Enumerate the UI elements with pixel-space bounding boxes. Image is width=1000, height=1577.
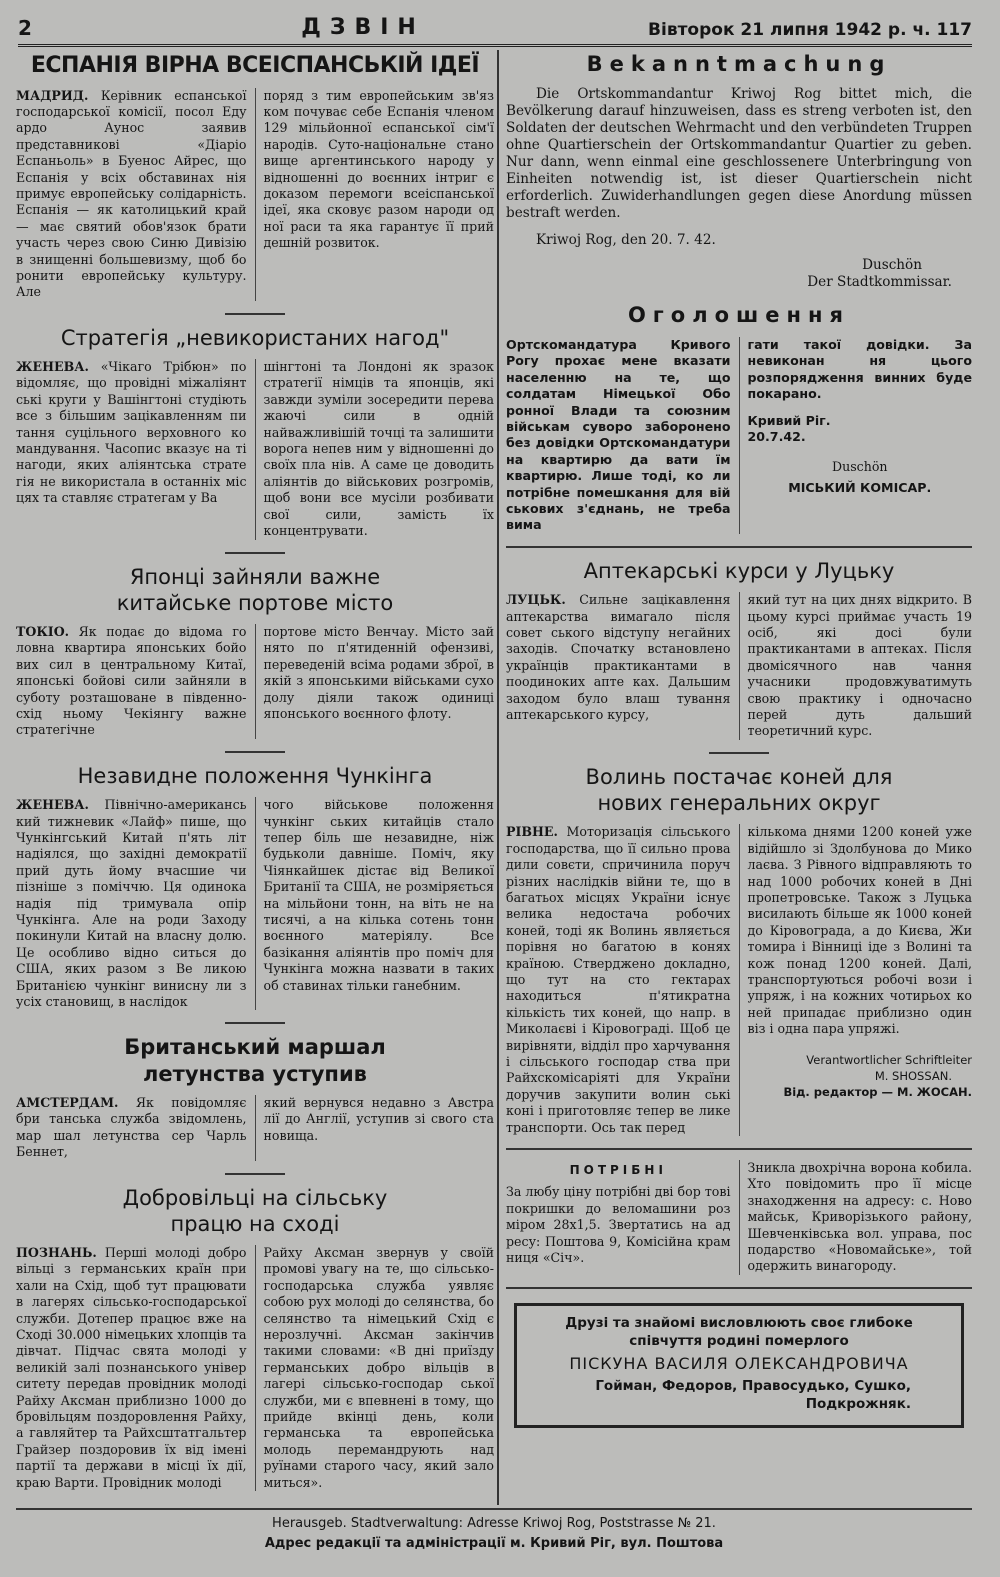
- deceased-name: ПІСКУНА ВАСИЛЯ ОЛЕКСАНДРОВИЧА: [569, 1353, 909, 1373]
- separator: [506, 1148, 972, 1150]
- announcement-col2: [740, 337, 973, 534]
- editor-line: Verantwortlicher Schriftleiter: [806, 1052, 972, 1067]
- ogoloshennia: [506, 303, 972, 534]
- article-text-col1: [506, 592, 740, 740]
- article-marshal: [16, 1034, 494, 1160]
- column-divider: [497, 50, 499, 1505]
- notice-paragraph: Die Ortskommandantur Kriwoj Rog bittet mich, die Bevölkerung darauf hinzuweisen, dass es streng verboten ist, den Soldaten der deutschen Wehrmacht und den verbündeten Truppen ohne Quartierschein der Ortskommandantur Quartier zu geben. Nur dann, wenn einmal eine geschlossenere Unterbringung von Einheiten notwendig ist, ist dieser Quartierschein nicht erforderlich. Zuwiderhandlungen gegen diese Anordung müssen bestraft werden.: [506, 86, 972, 221]
- article-spain: [16, 52, 494, 301]
- classified-heading: ПОТРІБНІ: [569, 1163, 667, 1177]
- date: 20.7.42.: [747, 429, 806, 445]
- headline: ЕСПАНІЯ ВІРНА ВСЕІСПАНСЬКІЙ ІДЕЇ: [30, 53, 480, 78]
- headline: [16, 1034, 494, 1087]
- article-text-col1: [16, 359, 256, 539]
- headline: Незавидне положення Чункінга: [77, 763, 433, 788]
- separator: [225, 751, 285, 753]
- classified-lost: Зникла двохрічна ворона кобила. Хто повідомить про її місце знаходження на адресу: с. Ново майськ, Криворізького району, Шевченківська вол. управа, пос подарство «Новомайське», той одержить винагороду.: [747, 1160, 972, 1274]
- notice-text: [506, 86, 972, 249]
- separator: [225, 552, 285, 554]
- article-japan: [16, 564, 494, 739]
- body-text: Сильне зацікавлення аптекарства вимагало після совет ського відступу негайних заходів. Спочатку встановлено українців практикантами в поодиноких апте ках. Дальшим заходом було влаш тування аптекарського курсу,: [506, 592, 731, 722]
- headline-line: Японці зайняли важне: [129, 564, 381, 589]
- newspaper-title: ДЗВІН: [301, 15, 425, 40]
- separator: [709, 752, 769, 754]
- condolence-text: Друзі та знайомі висловлюють своє глибоке співчуття родині померлого: [565, 1314, 913, 1349]
- body-text: Як повідомляє бри танська служба звідомлень, мар шал летунства сер Чарль Беннет,: [16, 1094, 247, 1160]
- sign-title: Der Stadtkommissar.: [807, 274, 952, 290]
- bekanntmachung: [506, 52, 972, 291]
- sign-title: МІСЬКИЙ КОМІСАР.: [788, 479, 932, 495]
- right-column: [506, 48, 972, 1428]
- condolence-box: [514, 1303, 964, 1428]
- body-text: гати такої довідки. За невиконан ня цього розпорядження винних буде покарано.: [747, 337, 972, 402]
- sign-name: Duschön: [831, 459, 888, 475]
- separator: [225, 313, 285, 315]
- article-volunteers: [16, 1185, 494, 1492]
- headline-line: Британський маршал: [124, 1035, 386, 1060]
- headline: [16, 1185, 494, 1238]
- sign-name: Duschön: [862, 257, 922, 273]
- article-text-col2: поряд з тим европейським зв'яз ком почуває себе Еспанія членом 129 мільйонної еспанської сім'ї народів. Суто-національне стано вище аргентинського народу у відношенні до воєнних інтриг є доказом перемоги всеіспанської ідеї, яка сковує разом народи од ної раси та яка гарантує її прий дешній розвиток.: [263, 87, 494, 251]
- headline-line: працю на сході: [170, 1211, 340, 1236]
- body-text: Керівник еспанської господарської комісії, посол Еду ардо Аунос заявив представникові «Діаріо Еспаньоль» в Буенос Айрес, що Еспанія у всіх обставинах нія примує европейську солідарність. Еспанія — як католицький край — має святий обов'язок брати участь через свою Синю Дивізію в знищенні большевизму, щоб бо ронити европейську культуру. Але: [16, 87, 247, 300]
- headline: Стратегія „невикористаних нагод": [60, 325, 450, 350]
- article-text-col1: [506, 824, 740, 1136]
- body-text: Моторизація сільського господарства, що її сильно прова дили совєти, спричинила поруч різних наслідків війни те, що в багатьох місцях України існує велика недостача робочих коней, тоді як Волинь являється порівня но багатою в конях країною. Стверджено докладно, що тут на сто гектарах находиться п'ятикратна кількість тих коней, що напр. в Миколаєві і Кіровограді. Щоб це вирівняти, відділ про харчування і сільського господар ства при Райхскомісаріяті для України доручив закупити волин ські коні і приготовляє тепер ве лике транспорти. Ось так перед: [506, 824, 731, 1135]
- article-text-col1: [16, 624, 256, 739]
- place: Кривий Ріг.: [747, 412, 831, 428]
- dateline: ЛУЦЬК.: [506, 592, 566, 608]
- separator: [225, 1022, 285, 1024]
- condolence-signers: Гойман, Федоров, Правосудько, Сушко, Подкрожняк.: [595, 1377, 911, 1412]
- separator: [506, 546, 972, 548]
- headline-line: нових генеральних округ: [597, 791, 881, 816]
- left-column: [16, 48, 494, 1503]
- article-text-col2: портове місто Венчау. Місто зай нято по п'ятиденній офензиві, переведеній всіма родами зброї, в якій з японськими військами сухо долу діяли також одиниці японського воєнного флоту.: [263, 624, 494, 722]
- issue-date: Вівторок 21 липня 1942 р. ч. 117: [648, 20, 972, 40]
- article-volyn: [506, 764, 972, 1136]
- headline-line: Волинь постачає коней для: [585, 764, 893, 789]
- masthead: [18, 10, 972, 47]
- place-date: Kriwoj Rog, den 20. 7. 42.: [536, 232, 716, 248]
- body-text: Північно-американсь кий тижневик «Лайф» пише, що Чункінгський Китай п'ять літ надіялся, що західні демократії прий дуть йому вчасшие чи пізніше з поміччю. Ця одинока надія під тримувала опір Чункінга. Але на роди Заходу покинули Китай на власну долю. Це особливо відно ситься до США, яких разом з Ве ликою Британією чункінг винисну ли з усіх становищ, в наслідок: [16, 797, 247, 1009]
- headline-line: Добровільці на сільську: [122, 1185, 388, 1210]
- article-text-col2: [740, 824, 973, 1136]
- headline: Bekanntmachung: [586, 52, 892, 76]
- dateline: ЖЕНЕВА.: [16, 359, 89, 375]
- announcement-col1: Ортскомандатура Кривого Рогу прохає мене вказати населенню на те, що солдатам Німецької Обо ронної Влади та союзним військам суворо заборонено без довідки Ортскомандатури на квартирю да вати їм квартирю. Лише тоді, ко ли потрібне помешкання для вій ськових з'єднань, не треба вима: [506, 337, 740, 534]
- article-text-col1: [16, 797, 256, 1010]
- body-text: «Чікаго Трібюн» по відомляє, що провідні міжаліянт ські круги у Вашінгтоні студіють все з більшим зацікавленням пи тання суцільного верховного ко мандування. Часопис вказує на ті нагоди, яких аліянтська страте гія не використала в останніх міс цях та ставляє стратегам у Ва: [16, 359, 247, 506]
- classified-text: За любу ціну потрібні дві бор тові покришки до веломашини роз міром 28х1,5. Звертатись на ад ресу: Поштова 9, Комісійна крам ниця «Січ».: [506, 1184, 731, 1266]
- article-pharmacy: [506, 558, 972, 740]
- article-strategy: [16, 325, 494, 540]
- body-text: Перші молоді добро вільці з германських країн при хали на Схід, щоб тут працювати в лагерях сільсько-господарської служби. Дотепер працює вже на Сході 30.000 німецьких хлопців та дівчат. Підчас свята молоді у великій залі познанського універ ситету передав провідник молоді Райху Аксман приблизно 1000 до бровільцям поздоровлення Райху, а гавляйтер та Райхсштатгальтер Грайзер поздоровив їх від імені партії та держави в місці їх дії, краю Варти. Провідник молоді: [16, 1245, 247, 1490]
- article-text-col2: який вернувся недавно з Австра лії до Англії, уступив зі свого ста новища.: [263, 1094, 494, 1143]
- signature: [506, 257, 972, 291]
- editor-line: M. SHOSSAN.: [874, 1068, 952, 1083]
- article-text-col2: шінгтоні та Лондоні як зразок стратегії німців та японців, які завжди зуміли зосередити перева жаючі сили в одній найважливішій точці та залишити ворога непев ним у відношенні до своїх пла нів. А саме це доводить аліянтів до військових розгромів, щоб вони все мусіли розбивати свої сили, замість їх концентрувати.: [263, 359, 494, 539]
- headline: Оголошення: [627, 303, 851, 327]
- dateline: ТОКІО.: [16, 624, 70, 639]
- dateline: МАДРИД.: [16, 87, 89, 103]
- classified-wanted: [506, 1160, 740, 1275]
- article-text-col1: [16, 1095, 256, 1161]
- headline-line: китайське портове місто: [116, 590, 394, 615]
- page-number: 2: [18, 16, 32, 40]
- classifieds: [506, 1160, 972, 1275]
- publisher-line: Herausgeb. Stadtverwaltung: Adresse Kriwoj Rog, Poststrasse № 21.: [272, 1516, 716, 1531]
- headline-line: летунства уступив: [143, 1061, 367, 1086]
- article-text-col2: Райху Аксман звернув у своїй промові увагу на те, що сільсько-господарська служба уявляє собою рух молоді до селянства, бо селянство та німецький Схід є нерозлучні. Аксман закінчив такими словами: «В дні приїзду германських добро вільців в лагері сільсько-господар ської служби, ми є впевнені в тому, що прийде вкінці день, коли германська та европейська молодь перемандрують над руїнами старого часу, який зало миться».: [263, 1245, 494, 1490]
- footer: [16, 1508, 972, 1554]
- article-text-col1: [16, 88, 256, 301]
- body-text: Як подає до відома го ловна квартира японських бойо вих сил в центральному Китаї, японські бойові сили зайняли в суботу розташоване в південно-схід ньому Чекіянгу важне стратегічне: [16, 624, 247, 738]
- address-line: Адрес редакції та адміністрації м. Кривий Ріг, вул. Поштова: [264, 1536, 724, 1551]
- headline: [506, 764, 972, 817]
- headline: [16, 564, 494, 617]
- article-text-col2: чого військове положення чункінг ських китайців стало тепер біль ше незавидне, ніж будьколи давніше. Поміч, яку Чіянкайшек дістає від Великої Британії та США, не розміряється на мільйони тонн, на віть не на тисячі, а на кілька сотень тонн воєнного матеріялу. Все базікання аліянтів про поміч для Чункінга можна назвати в таких об ставинах тільки ганебним.: [263, 797, 494, 993]
- dateline: ПОЗНАНЬ.: [16, 1245, 97, 1260]
- article-text-col2: який тут на цих днях відкрито. В цьому курсі приймає участь 19 осіб, які досі були практикантами в аптеках. Після двомісячного нав чання учасники продовжуватимуть свою практику і одночасно перей дуть дальший теоретичний курс.: [747, 592, 972, 739]
- article-chungking: [16, 763, 494, 1011]
- body-text: кількома днями 1200 коней уже відійшло зі Здолбунова до Мико лаєва. З Рівного відправляють то над 1000 робочих коней в Дні пропетровське. Також з Луцька висилають більше як 1000 коней до Кіровограда, а до Києва, Жи томира і Вінниці іде з Волині та кож понад 1200 коней. Далі, транспортуються робочі вози і упряж, і на кожних чотирьох ко ней припадає приблизно один віз і одна пара упряжі.: [747, 824, 972, 1037]
- separator: [225, 1173, 285, 1175]
- dateline: АМСТЕРДАМ.: [16, 1094, 119, 1110]
- editor-block: [748, 1052, 973, 1101]
- article-text-col1: [16, 1245, 256, 1491]
- editor-line: Від. редактор — М. ЖОСАН.: [783, 1085, 972, 1100]
- dateline: ЖЕНЕВА.: [16, 797, 89, 813]
- separator: [506, 1287, 972, 1289]
- dateline: РІВНЕ.: [506, 824, 558, 840]
- headline: Аптекарські курси у Луцьку: [583, 558, 895, 583]
